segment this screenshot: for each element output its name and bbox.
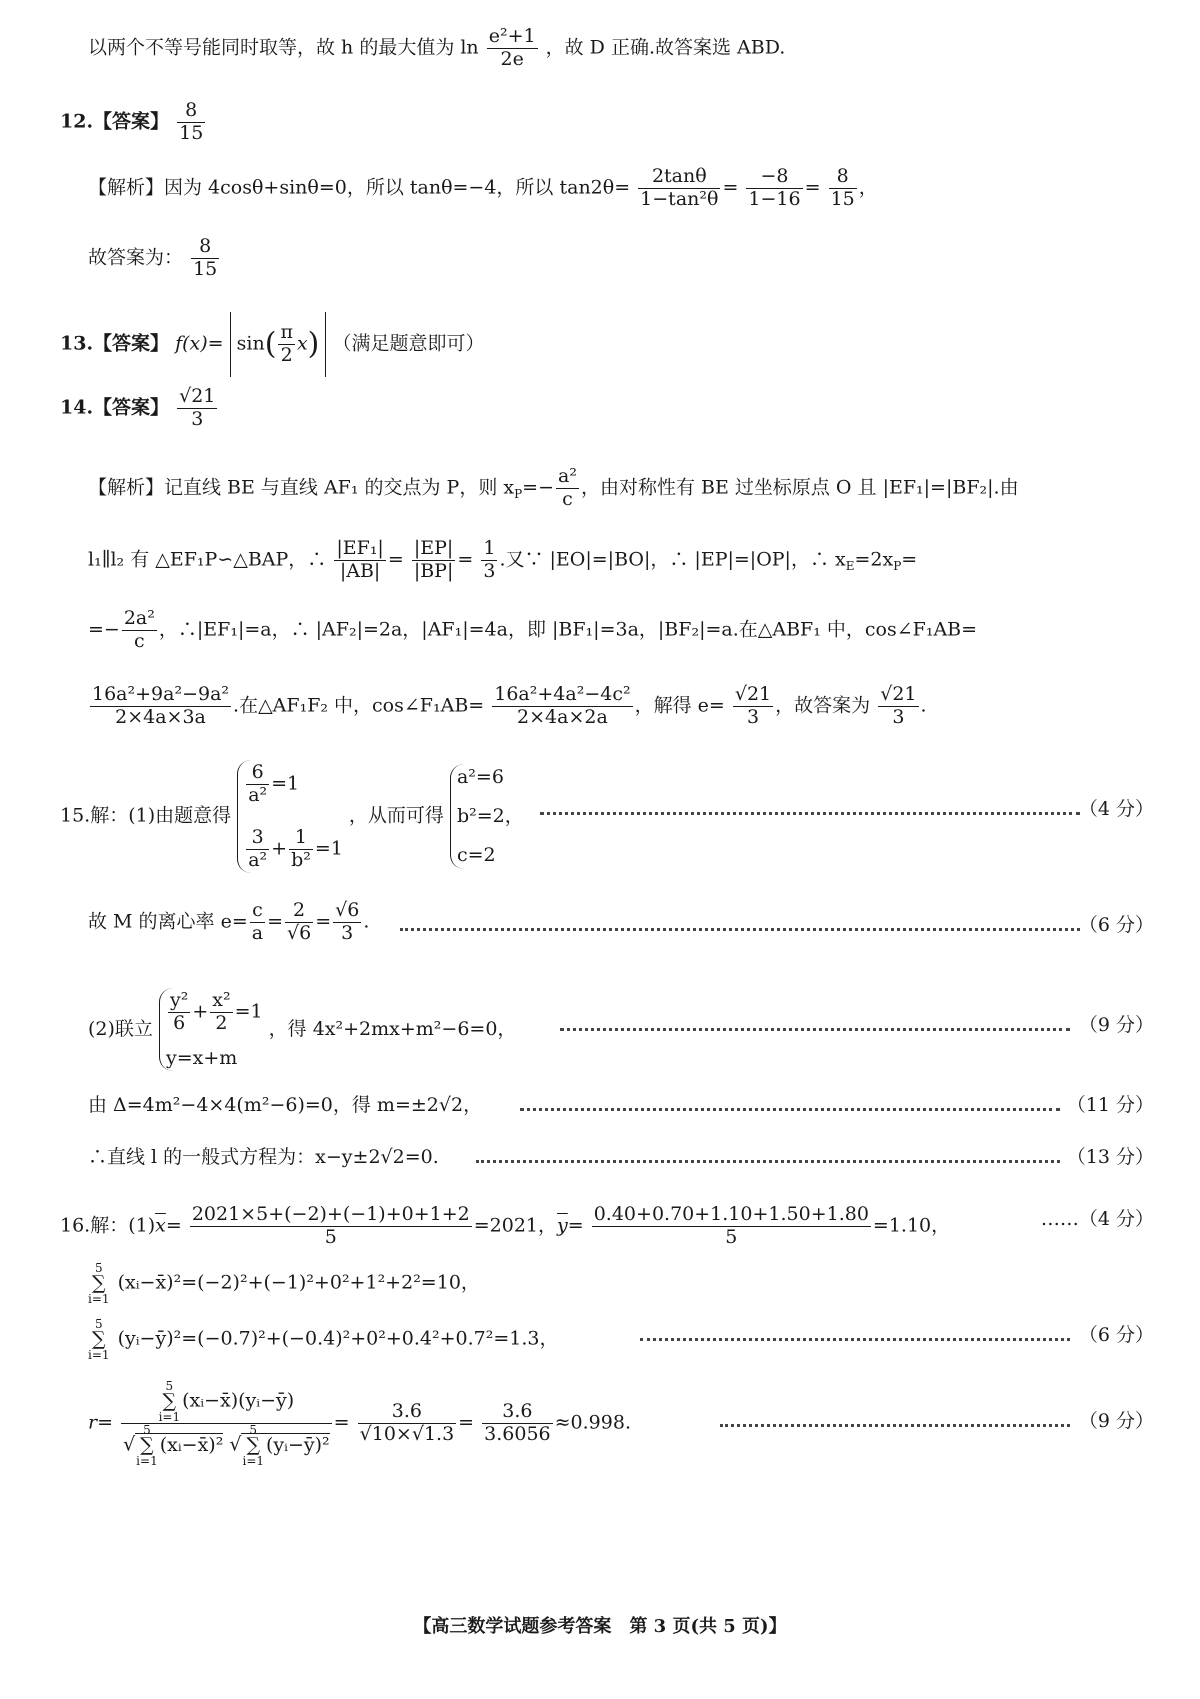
text: ∴直线 l 的一般式方程为：x−y±2√2=0.: [88, 1146, 439, 1168]
q14-line-a: [88, 466, 1019, 511]
fraction: $\frac{8}{15}$: [193, 235, 218, 280]
text: 故答案为：: [88, 246, 184, 269]
q13-label: 13.【答案】: [60, 332, 170, 355]
fraction: $\frac{8}{15}$: [830, 165, 855, 210]
q15-eccentricity: 故 M 的离心率 e= $\frac{c}{a}$ = $\frac{2}{√6}$ = $\frac{√6}{3}$ .: [88, 899, 370, 944]
score: （11 分）: [1066, 1094, 1154, 1116]
q14-line-c: [88, 608, 977, 653]
fraction: $\frac{1}{3}$: [483, 537, 496, 582]
text-line: [88, 26, 785, 71]
q12-answer: [60, 100, 207, 145]
text: 由 Δ=4m²−4×4(m²−6)=0，得 m=±2√2，: [88, 1094, 483, 1116]
leader-dots: [560, 1028, 1070, 1031]
text: (xᵢ−x̄)²=(−2)²+(−1)²+0²+1²+2²=10，: [117, 1271, 480, 1294]
text: E: [845, 559, 855, 574]
leader-dots: [476, 1160, 1060, 1163]
text: l₁∥l₂ 有 △EF₁P∽△BAP，∴: [88, 548, 327, 571]
text: 【解析】因为 4cosθ+sinθ=0，所以 tanθ=−4，所以 tan2θ=: [88, 176, 631, 199]
text: .在△AF₁F₂ 中，cos∠F₁AB=: [233, 694, 485, 717]
q16-sum-y: [88, 1318, 559, 1361]
score: （9 分）: [1078, 1014, 1154, 1036]
text: .又∵ |EO|=|BO|，∴ |EP|=|OP|，∴ x: [499, 548, 846, 571]
text: =1.10，: [872, 1214, 951, 1237]
text: ≈0.998.: [554, 1411, 631, 1434]
score: （6 分）: [1078, 914, 1154, 936]
fraction: $\frac{3.6}{√10\times√1.3}$: [359, 1400, 455, 1445]
text: x: [296, 332, 308, 355]
fraction: $\frac{\text{16a²+4a²−4c²}}{2\times 4a\times 2a}$: [494, 683, 631, 728]
text: ，故 D 正确.故答案选 ABD.: [545, 36, 786, 59]
leader-dots: [400, 928, 1080, 931]
text: ，∴|EF₁|=a，∴ |AF₂|=2a，|AF₁|=4a，即 |BF₁|=3a，|BF₂|=a.在△ABF₁ 中，cos∠F₁AB=: [158, 618, 978, 641]
q16-means: 16.解：$(1)\overline{x}=$ $\frac{2021\times 5+(-2)+(-1)+0+1+2}{5}$ =2021，$\overline{y}=$ $\frac{0.40+0.70+1.10+1.50+1.80}{5}$ =1.10，: [60, 1203, 951, 1248]
text: =: [901, 548, 918, 571]
score: （6 分）: [1078, 1324, 1154, 1346]
fraction: $\frac{0.40+0.70+1.10+1.50+1.80}{5}$: [593, 1203, 869, 1248]
text: (2)联立: [88, 1017, 153, 1040]
fraction: $\frac{\text{16a²+9a²−9a²}}{2\times 4a\times 3a}$: [92, 683, 230, 728]
text: P: [893, 559, 902, 574]
score: （13 分）: [1066, 1146, 1154, 1168]
fraction: $\frac{\pi}{2}$: [280, 321, 293, 366]
q12-label: 12.【答案】: [60, 110, 170, 133]
fraction: $\frac{|EP|}{|BP|}$: [413, 537, 454, 582]
text: =2021，: [473, 1214, 558, 1237]
q16-sum-x: [88, 1262, 480, 1305]
leader-dots: [520, 1108, 1060, 1111]
q14-line-d: [88, 684, 927, 729]
fraction: 5 ∑ i=1(xᵢ−x̄)(yᵢ−ȳ) √5 ∑ i=1(xᵢ−x̄)² √5 ∑ i=1(yᵢ−ȳ)²: [123, 1379, 330, 1468]
page-footer: 【高三数学试题参考答案 第 3 页(共 5 页)】: [413, 1616, 787, 1637]
leader-dots: [640, 1338, 1070, 1341]
fraction: $\frac{\text{a²}}{c}$: [558, 465, 577, 510]
text: =: [387, 548, 404, 571]
text: 16.解：(1): [60, 1214, 156, 1237]
score: （9 分）: [1078, 1410, 1154, 1432]
text: =: [457, 548, 474, 571]
text: sin: [236, 332, 265, 355]
q15-part1: [60, 760, 524, 873]
text: ，故答案为: [775, 694, 871, 717]
fraction: $\frac{√21}{3}$: [179, 385, 216, 430]
leader-dots: [720, 1424, 1070, 1427]
text: ，得 4x²+2mx+m²−6=0，: [268, 1017, 517, 1040]
leader-dots: [540, 812, 1080, 815]
text: ，解得 e=: [634, 694, 725, 717]
fraction: $\frac{2021\times 5+(-2)+(-1)+0+1+2}{5}$: [191, 1203, 470, 1248]
text: （满足题意即可）: [332, 332, 485, 355]
text: 以两个不等号能同时取等，故 h 的最大值为 ln: [88, 36, 479, 59]
text: 故 M 的离心率 e=: [88, 910, 248, 933]
fraction: $\frac{√21}{3}$: [734, 683, 772, 728]
text: ，从而可得: [348, 804, 444, 827]
q12-final: [88, 236, 221, 281]
text: =−: [88, 618, 120, 641]
fraction: $\frac{-8}{1-16}$: [748, 165, 801, 210]
q16-correlation: r= 5 ∑ i=1(xᵢ−x̄)(yᵢ−ȳ) √5 ∑ i=1(xᵢ−x̄)² √5 ∑ i=1(yᵢ−ȳ)² = $\frac{3.6}{√10\times√1.3}$ = $\frac{3.6}{3.6056}$ ≈0.998.: [88, 1379, 631, 1468]
text: =−: [522, 476, 555, 499]
abs-expr: sin( $\frac{\pi}{2}$ x): [230, 312, 327, 377]
text: 15.解：(1)由题意得: [60, 804, 232, 827]
text: f(x)=: [175, 332, 224, 355]
q15-part2: [88, 988, 516, 1071]
sigma: 5 ∑ i=1: [88, 1317, 110, 1362]
q15-line-eq: [88, 1148, 439, 1167]
text: .: [920, 694, 927, 717]
score: ……（4 分）: [1040, 1208, 1154, 1230]
q14-line-b: [88, 538, 917, 583]
text: =: [722, 176, 739, 199]
text: =: [804, 176, 821, 199]
fraction: $\frac{\text{|EF₁|}}{|AB|}$: [336, 537, 384, 582]
q14-answer: [60, 386, 219, 431]
sigma: 5 ∑ i=1: [88, 1261, 110, 1306]
text: =2x: [854, 548, 894, 571]
q15-delta: [88, 1096, 482, 1115]
q13-answer: [60, 312, 484, 377]
fraction: $\frac{\text{2a²}}{c}$: [123, 607, 155, 652]
fraction: $\frac{√21}{3}$: [880, 683, 917, 728]
text: ，由对称性有 BE 过坐标原点 O 且 |EF₁|=|BF₂|.由: [580, 476, 1019, 499]
text: ，: [858, 176, 878, 199]
fraction: $\frac{3.6}{3.6056}$: [484, 1400, 551, 1445]
score: （4 分）: [1078, 798, 1154, 820]
fraction: $\frac{2\tan\theta}{\text{1−tan²θ}}$: [640, 165, 719, 210]
fraction: $\frac{\text{e²+1}}{2e}$: [488, 25, 536, 70]
q14-label: 14.【答案】: [60, 396, 170, 419]
text: $\overline{y}$: [557, 1214, 568, 1237]
text: (yᵢ−ȳ)²=(−0.7)²+(−0.4)²+0²+0.4²+0.7²=1.3，: [117, 1327, 559, 1350]
equation-system: $\frac{\text{y²}}{6}$ + $\frac{\text{x²}}{2}$ =1 y=x+m: [159, 988, 263, 1071]
text: r=: [88, 1411, 114, 1434]
equation-system: a²=6 b²=2， c=2: [450, 764, 524, 868]
text: 【解析】记直线 BE 与直线 AF₁ 的交点为 P，则 x: [88, 476, 515, 499]
text: P: [514, 487, 523, 502]
fraction: $\frac{8}{15}$: [179, 99, 204, 144]
q12-analysis: [88, 166, 878, 211]
equation-system: $\frac{6}{\text{a²}}$ =1 $\frac{3}{\text{a²}}$ + $\frac{1}{\text{b²}}$ =1: [237, 760, 343, 873]
text: $\overline{x}$: [155, 1214, 166, 1237]
